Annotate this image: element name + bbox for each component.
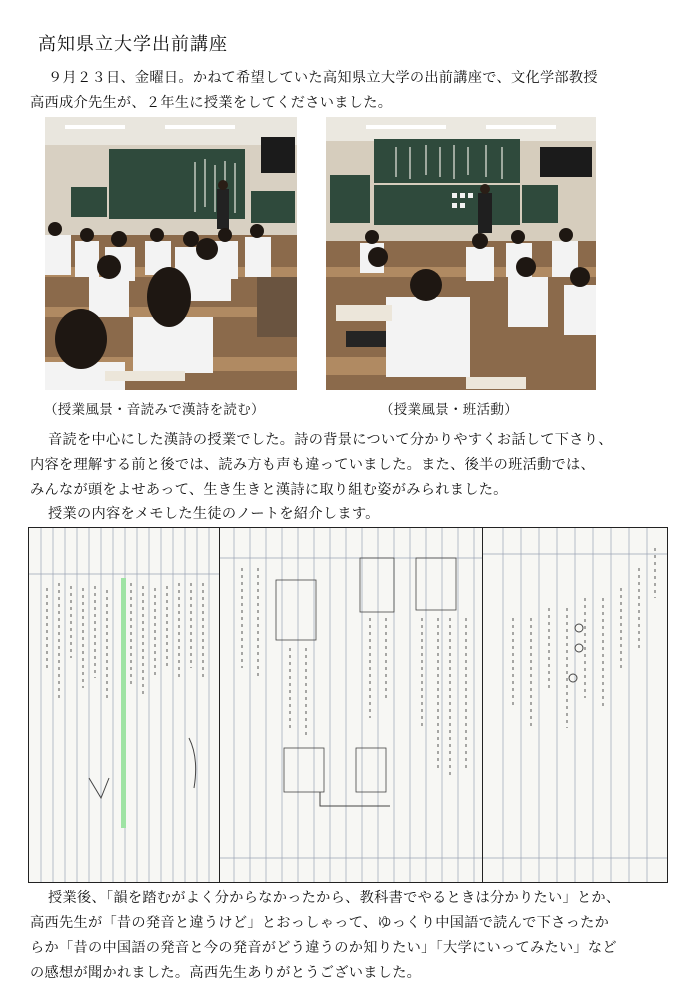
body-paragraph <box>30 428 670 503</box>
group-activity-photo <box>326 117 596 390</box>
notes-intro <box>30 502 670 527</box>
photo-caption-2: （授業風景・班活動） <box>380 402 518 418</box>
notes-intro-text: 授業の内容をメモした生徒のノートを紹介します。 <box>48 506 380 522</box>
body-line-1: 音読を中心にした漢詩の授業でした。詩の背景について分かりやすくお話して下さり、 <box>48 432 613 448</box>
closing-line-1: 授業後、「韻を踏むがよく分からなかったから、教科書でやるときは分かりたい」とか、 <box>48 890 621 906</box>
body-line-2: 内容を理解する前と後では、読み方も声も違っていました。また、後半の班活動では、 <box>30 457 596 473</box>
closing-line-4: の感想が聞かれました。高西先生ありがとうございました。 <box>30 965 422 981</box>
student-notebook-image <box>29 528 219 882</box>
closing-line-2: 高西先生が「昔の発音と違うけど」とおっしゃって、ゆっくり中国語で読んで下さったか <box>30 915 610 931</box>
student-notebook-image <box>219 528 482 882</box>
intro-paragraph <box>30 66 670 116</box>
intro-line-2: 高西成介先生が、２年生に授業をしてくださいました。 <box>30 95 393 111</box>
photo-caption-1: （授業風景・音読みで漢詩を読む） <box>44 402 265 418</box>
closing-line-3: らか「昔の中国語の発音と今の発音がどう違うのか知りたい」「大学にいってみたい」など <box>30 940 617 956</box>
page-title: 高知県立大学出前講座 <box>38 34 228 55</box>
classroom-photo <box>45 117 297 390</box>
notebook-images <box>28 527 668 883</box>
closing-paragraph <box>30 886 670 986</box>
body-line-3: みんなが頭をよせあって、生き生きと漢詩に取り組む姿がみられました。 <box>30 482 508 498</box>
intro-line-1: ９月２３日、金曜日。かねて希望していた高知県立大学の出前講座で、文化学部教授 <box>48 70 598 86</box>
student-notebook-image <box>482 528 668 882</box>
